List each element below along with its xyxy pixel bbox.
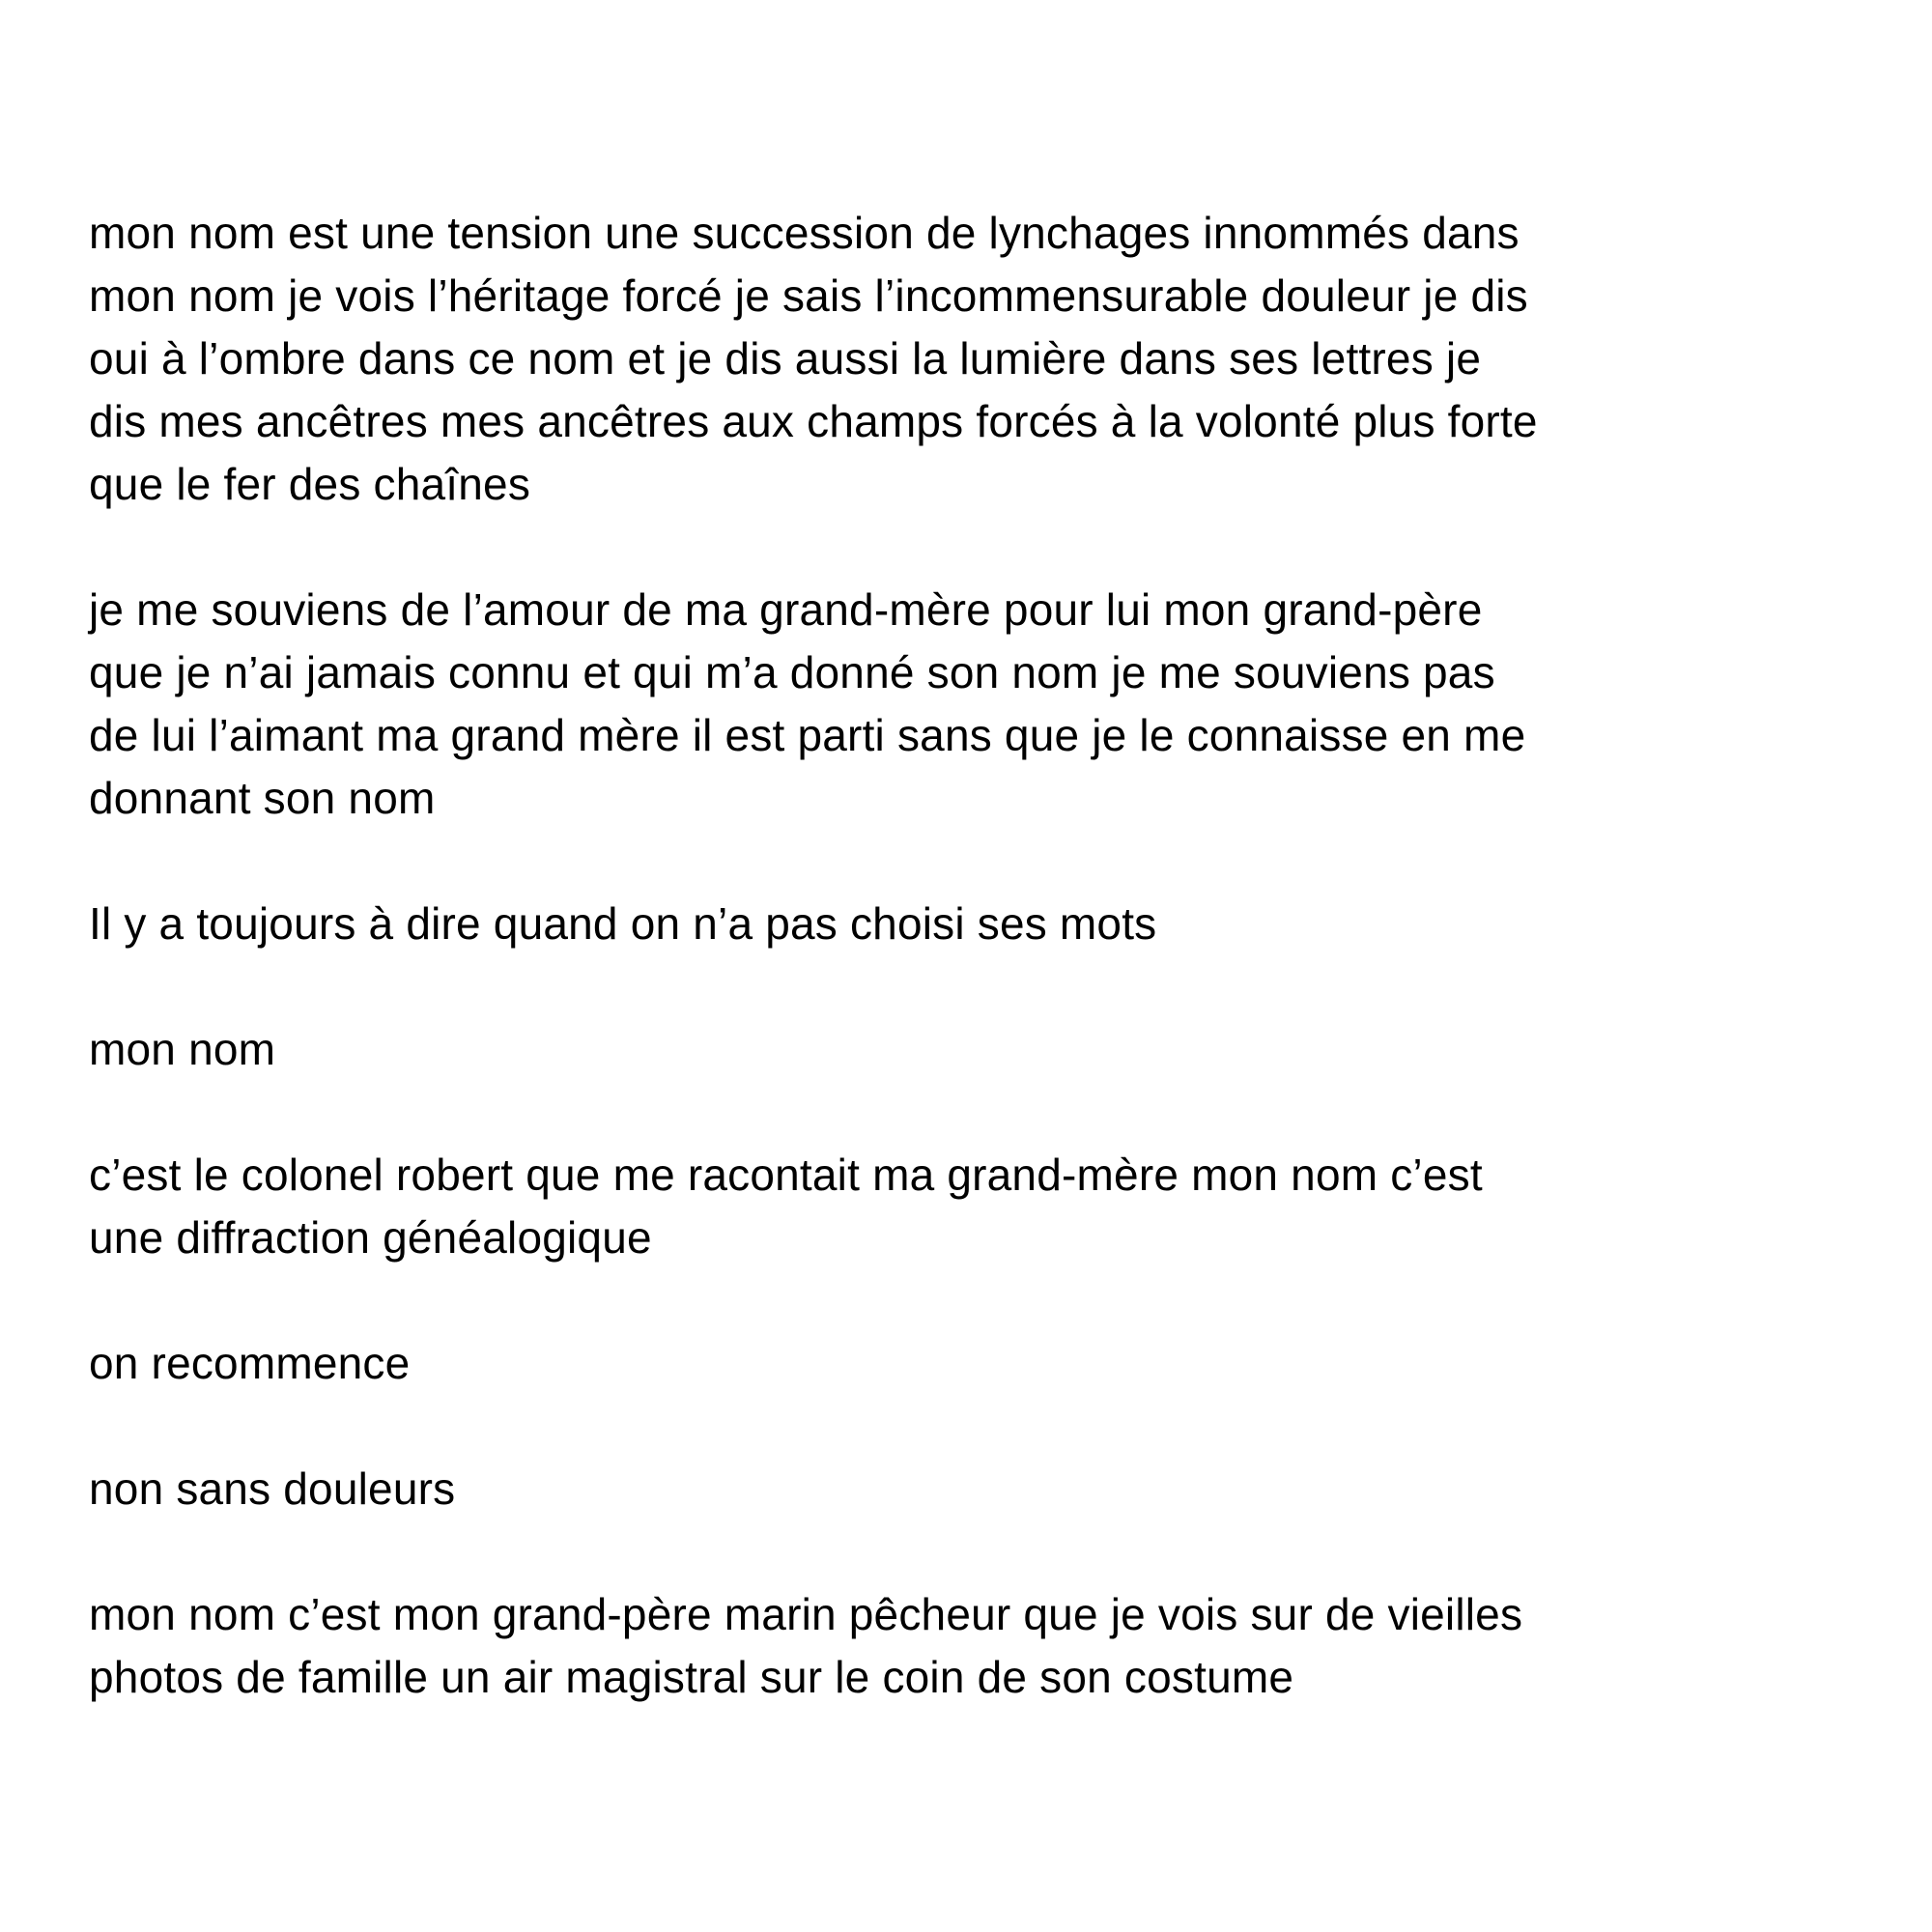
- text-line: on recommence: [89, 1338, 411, 1388]
- text-line: une diffraction généalogique: [89, 1212, 652, 1263]
- text-line: mon nom est une tension une succession de lynchages innommés dans: [89, 208, 1520, 258]
- text-line: que je n’ai jamais connu et qui m’a donné son nom je me souviens pas: [89, 647, 1495, 697]
- text-line: que le fer des chaînes: [89, 459, 531, 509]
- poem-page: [89, 202, 1874, 1709]
- paragraph: [89, 579, 1874, 830]
- text-line: c’est le colonel robert que me racontait ma grand-mère mon nom c’est: [89, 1150, 1483, 1200]
- text-line: photos de famille un air magistral sur le coin de son costume: [89, 1652, 1294, 1702]
- paragraph: [89, 893, 1874, 955]
- paragraph: [89, 1144, 1874, 1269]
- text-line: donnant son nom: [89, 773, 436, 823]
- paragraph: [89, 1332, 1874, 1395]
- paragraph: [89, 1458, 1874, 1520]
- paragraph: [89, 202, 1874, 516]
- paragraph: [89, 1018, 1874, 1081]
- text-line: de lui l’aimant ma grand mère il est parti sans que je le connaisse en me: [89, 710, 1526, 760]
- text-line: non sans douleurs: [89, 1463, 456, 1514]
- text-line: mon nom je vois l’héritage forcé je sais l’incommensurable douleur je dis: [89, 270, 1528, 321]
- text-line: mon nom c’est mon grand-père marin pêcheur que je vois sur de vieilles: [89, 1589, 1523, 1639]
- poem-body: [89, 202, 1874, 1709]
- paragraph: [89, 1583, 1874, 1709]
- text-line: je me souviens de l’amour de ma grand-mère pour lui mon grand-père: [89, 584, 1483, 635]
- text-line: mon nom: [89, 1024, 276, 1074]
- text-line: oui à l’ombre dans ce nom et je dis aussi la lumière dans ses lettres je: [89, 333, 1482, 384]
- text-line: Il y a toujours à dire quand on n’a pas choisi ses mots: [89, 898, 1157, 949]
- text-line: dis mes ancêtres mes ancêtres aux champs forcés à la volonté plus forte: [89, 396, 1538, 446]
